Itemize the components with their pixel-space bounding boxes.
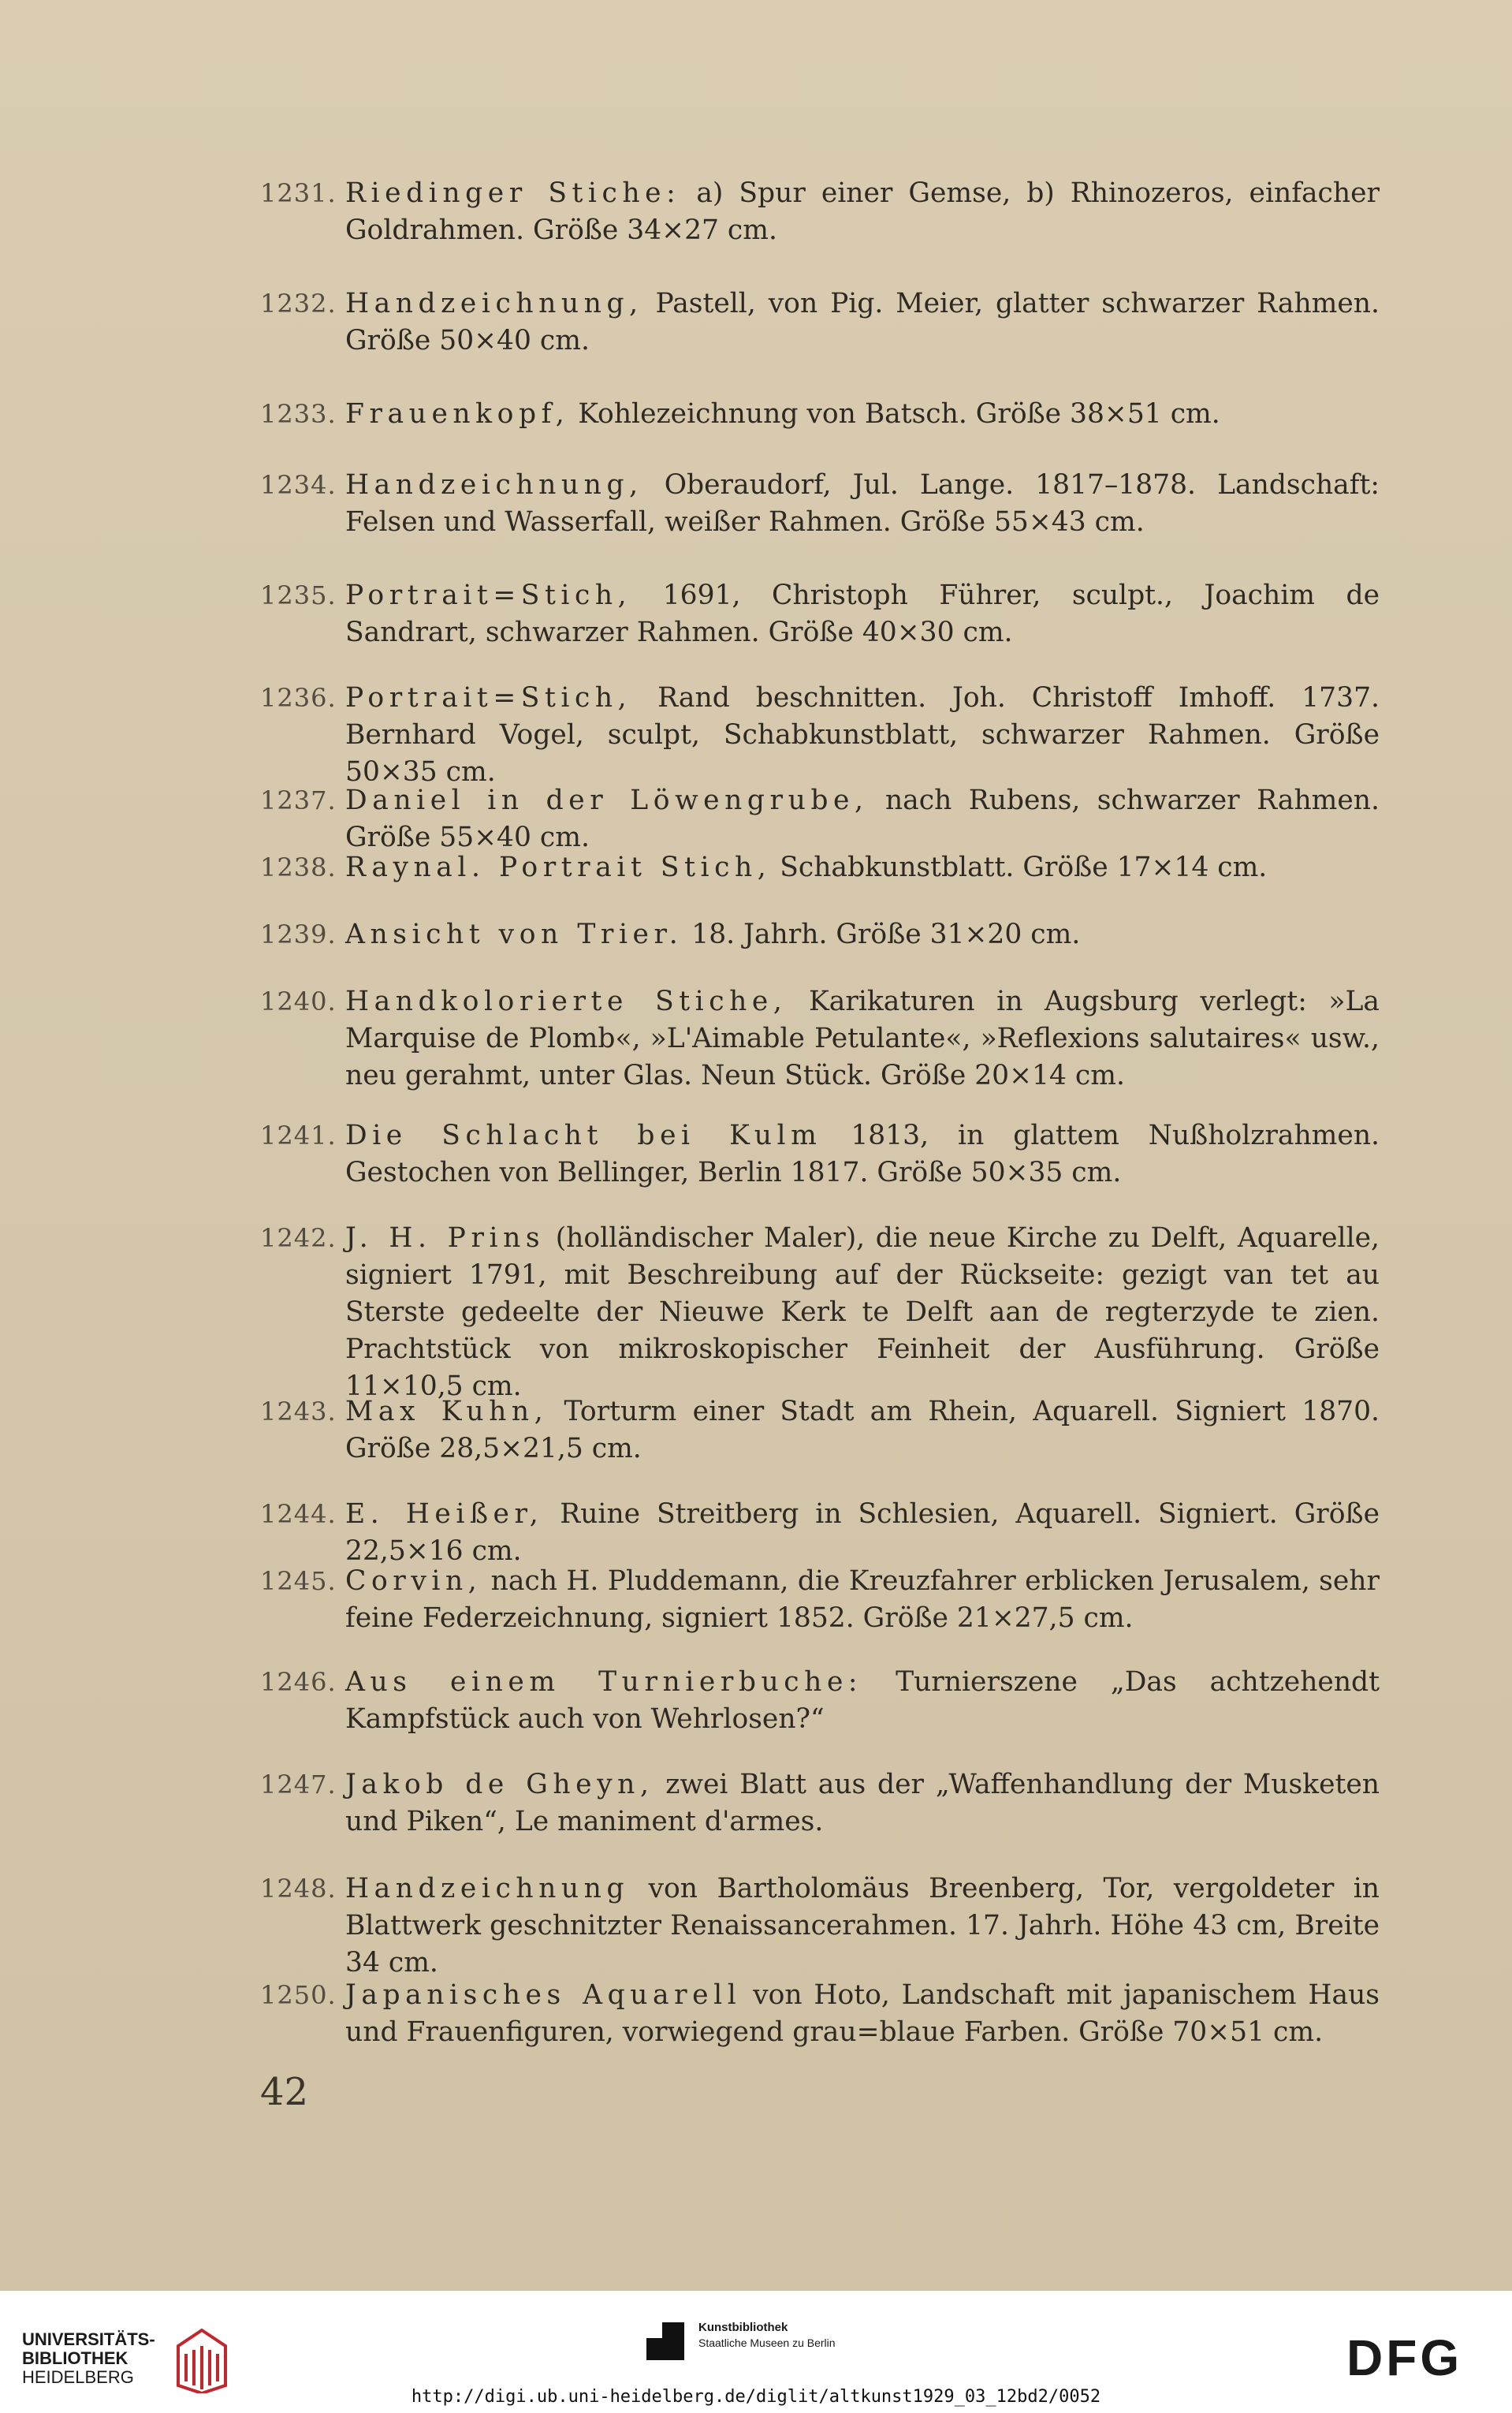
university-library-name: [22, 2330, 155, 2387]
entry-description: von Bartholomäus Breenberg, Tor, vergoldeter in Blattwerk geschnitzter Renaissancerahmen. 17. Jahrh. Höhe 43 cm, Breite 34 cm.: [345, 1873, 1380, 1979]
entry-description: Rand beschnitten. Joh. Christoff Imhoff. 1737. Bernhard Vogel, sculpt, Schabkunstblatt, schwarzer Rahmen. Größe 50×35 cm.: [345, 682, 1380, 788]
entry-title: Handzeichnung: [345, 1873, 630, 1904]
page-number: 42: [260, 2070, 309, 2114]
entry-number: 1247.: [260, 1770, 337, 1799]
entry-body: [345, 1220, 1380, 1405]
entry-number: 1244.: [260, 1499, 337, 1529]
entry-title: Portrait=Stich,: [345, 682, 632, 714]
kunstbibliothek-subtitle: Staatliche Museen zu Berlin: [698, 2337, 836, 2349]
entry-number: 1232.: [260, 289, 337, 319]
entry-title: Die Schlacht bei Kulm: [345, 1120, 822, 1151]
university-library-logo[interactable]: [22, 2330, 211, 2393]
entry-description: nach Rubens, schwarzer Rahmen. Größe 55×40 cm.: [345, 785, 1380, 853]
entry-body: [345, 849, 1380, 886]
entry-description: (holländischer Maler), die neue Kirche zu Delft, Aquarelle, signiert 1791, mit Beschreibung auf der Rückseite: gezigt van tet au Sterste gedeelte der Nieuwe Kerk te Delft aan de regterzyde te zien. Prachtstück von mikroskopischer Feinheit der Ausführung. Größe 11×10,5 cm.: [345, 1222, 1380, 1402]
university-line-2: BIBLIOTHEK: [22, 2348, 128, 2368]
entry-description: 18. Jahrh. Größe 31×20 cm.: [691, 919, 1081, 950]
entry-number: 1248.: [260, 1874, 337, 1904]
entry-title: Riedinger Stiche:: [345, 177, 681, 209]
entry-body: [345, 782, 1380, 856]
entry-body: [345, 680, 1380, 791]
entry-number: 1239.: [260, 919, 337, 949]
entry-title: Raynal. Portrait Stich,: [345, 852, 772, 883]
entry-body: [345, 1664, 1380, 1738]
entry-number: 1231.: [260, 178, 337, 208]
entry-body: [345, 916, 1380, 953]
entry-number: 1237.: [260, 785, 337, 815]
entry-body: [345, 1496, 1380, 1570]
entry-title: Max Kuhn,: [345, 1396, 549, 1427]
entry-description: 1691, Christoph Führer, sculpt., Joachim de Sandrart, schwarzer Rahmen. Größe 40×30 cm.: [345, 580, 1380, 648]
entry-body: [345, 396, 1380, 433]
permalink-url[interactable]: http://digi.ub.uni-heidelberg.de/diglit/altkunst1929_03_12bd2/0052: [411, 2387, 1101, 2407]
kunstbibliothek-emblem-icon: [643, 2319, 687, 2363]
entry-title: Frauenkopf,: [345, 398, 570, 430]
entry-description: Schabkunstblatt. Größe 17×14 cm.: [780, 852, 1268, 883]
viewer-footer: [0, 2291, 1512, 2413]
entry-body: [345, 1766, 1380, 1841]
entry-title: Handzeichnung,: [345, 288, 643, 319]
entry-number: 1234.: [260, 470, 337, 500]
entry-description: a) Spur einer Gemse, b) Rhinozeros, einfacher Goldrahmen. Größe 34×27 cm.: [345, 177, 1380, 246]
entry-title: J. H. Prins: [345, 1222, 546, 1254]
entry-description: Kohlezeichnung von Batsch. Größe 38×51 cm.: [578, 398, 1220, 430]
entry-body: [345, 1563, 1380, 1637]
entry-body: [345, 285, 1380, 360]
entry-title: Japanisches Aquarell: [345, 1979, 742, 2011]
kunstbibliothek-title: Kunstbibliothek: [698, 2321, 788, 2334]
university-line-1: UNIVERSITÄTS-: [22, 2329, 155, 2349]
entry-number: 1235.: [260, 580, 337, 610]
entry-title: Aus einem Turnierbuche:: [345, 1666, 863, 1698]
entry-number: 1242.: [260, 1223, 337, 1253]
entry-body: [345, 1870, 1380, 1982]
entry-title: Ansicht von Trier.: [345, 919, 683, 950]
entry-title: Handkolorierte Stiche,: [345, 986, 788, 1017]
entry-title: Handzeichnung,: [345, 469, 643, 501]
university-emblem-icon: [170, 2322, 233, 2393]
entry-description: 1813, in glattem Nußholzrahmen. Gestochen von Bellinger, Berlin 1817. Größe 50×35 cm.: [345, 1120, 1380, 1188]
entry-body: [345, 1393, 1380, 1468]
entry-body: [345, 577, 1380, 651]
entry-description: Ruine Streitberg in Schlesien, Aquarell. Signiert. Größe 22,5×16 cm.: [345, 1498, 1380, 1567]
entry-body: [345, 467, 1380, 541]
entry-body: [345, 1977, 1380, 2051]
entry-description: Turnierszene „Das achtzehendt Kampfstück auch von Wehrlosen?“: [345, 1666, 1380, 1735]
university-line-3: HEIDELBERG: [22, 2367, 134, 2387]
entry-number: 1243.: [260, 1397, 337, 1427]
entry-title: Portrait=Stich,: [345, 580, 632, 611]
entry-number: 1246.: [260, 1667, 337, 1697]
entry-description: nach H. Pluddemann, die Kreuzfahrer erblicken Jerusalem, sehr feine Federzeichnung, signiert 1852. Größe 21×27,5 cm.: [345, 1565, 1380, 1634]
entry-number: 1240.: [260, 986, 337, 1016]
entry-number: 1236.: [260, 683, 337, 713]
entry-number: 1238.: [260, 852, 337, 882]
entry-description: Karikaturen in Augsburg verlegt: »La Marquise de Plomb«, »L'Aimable Petulante«, »Reflexions salutaires« usw., neu gerahmt, unter Glas. Neun Stück. Größe 20×14 cm.: [345, 986, 1380, 1091]
entry-description: Oberaudorf, Jul. Lange. 1817–1878. Landschaft: Felsen und Wasserfall, weißer Rahmen. Größe 55×43 cm.: [345, 469, 1380, 538]
entry-number: 1233.: [260, 399, 337, 429]
entry-title: Corvin,: [345, 1565, 482, 1597]
entry-description: von Hoto, Landschaft mit japanischem Haus und Frauenfiguren, vorwiegend grau=blaue Farben. Größe 70×51 cm.: [345, 1979, 1380, 2048]
entry-body: [345, 983, 1380, 1095]
entry-body: [345, 1117, 1380, 1192]
dfg-logo[interactable]: DFG: [1346, 2329, 1463, 2386]
entry-description: zwei Blatt aus der „Waffenhandlung der Musketen und Piken“, Le maniment d'armes.: [345, 1769, 1380, 1837]
entry-title: Jakob de Gheyn,: [345, 1769, 654, 1800]
kunstbibliothek-logo[interactable]: [643, 2319, 896, 2366]
entry-title: Daniel in der Löwengrube,: [345, 785, 869, 816]
entry-number: 1245.: [260, 1566, 337, 1596]
entry-title: E. Heißer,: [345, 1498, 544, 1530]
entry-body: [345, 175, 1380, 249]
entry-description: Pastell, von Pig. Meier, glatter schwarzer Rahmen. Größe 50×40 cm.: [345, 288, 1380, 356]
entry-number: 1241.: [260, 1121, 337, 1151]
entry-description: Torturm einer Stadt am Rhein, Aquarell. Signiert 1870. Größe 28,5×21,5 cm.: [345, 1396, 1380, 1464]
entry-number: 1250.: [260, 1980, 337, 2010]
